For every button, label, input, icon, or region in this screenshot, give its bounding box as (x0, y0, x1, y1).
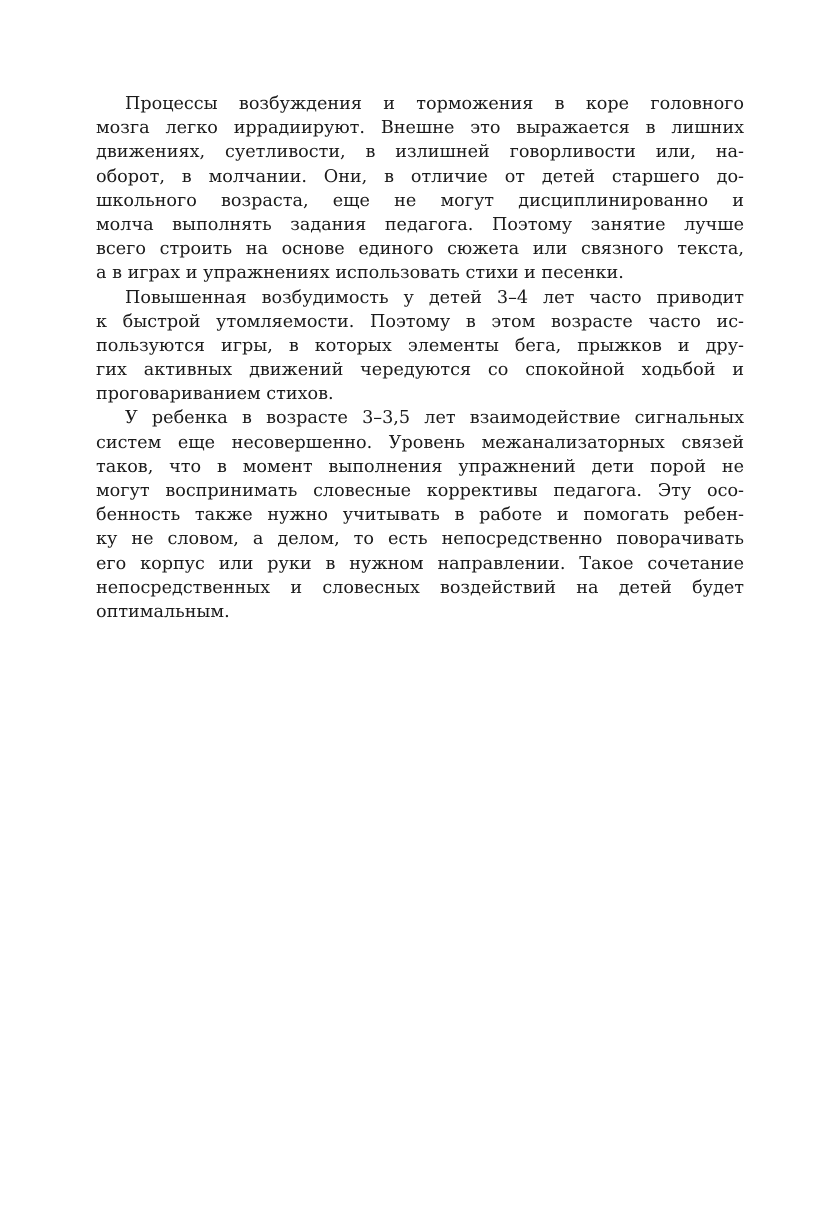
paragraph-3 (96, 406, 744, 624)
text-line: систем еще несовершенно. Уровень межанализаторных связей (96, 432, 744, 453)
text-line: бенность также нужно учитывать в работе и помогать ребен- (96, 505, 744, 526)
text-line: гих активных движений чередуются со спокойной ходьбой и (96, 360, 744, 381)
text-line: Повышенная возбудимость у детей 3–4 лет часто приводит (125, 287, 744, 308)
text-line: пользуются игры, в которых элементы бега, прыжков и дру- (96, 335, 744, 356)
text-line: оптимальным. (96, 601, 230, 622)
text-line: оборот, в молчании. Они, в отличие от детей старшего до- (96, 166, 744, 187)
text-line: таков, что в момент выполнения упражнений дети порой не (96, 456, 744, 477)
text-line: непосредственных и словесных воздействий на детей будет (96, 577, 744, 598)
text-line: его корпус или руки в нужном направлении. Такое сочетание (96, 553, 744, 574)
page-body (96, 92, 744, 624)
text-line: молча выполнять задания педагога. Поэтому занятие лучше (96, 214, 744, 235)
text-line: движениях, суетливости, в излишней говорливости или, на- (96, 142, 744, 163)
text-line: ку не словом, а делом, то есть непосредственно поворачивать (96, 529, 744, 550)
paragraph-2 (96, 286, 744, 407)
text-line: мозга легко иррадиируют. Внешне это выражается в лишних (96, 118, 744, 139)
text-line: школьного возраста, еще не могут дисциплинированно и (96, 190, 744, 211)
text-line: Процессы возбуждения и торможения в коре головного (125, 94, 744, 114)
paragraph-1 (96, 92, 744, 286)
text-line: всего строить на основе единого сюжета или связного текста, (96, 239, 744, 260)
text-line: могут воспринимать словесные коррективы педагога. Эту осо- (96, 481, 744, 501)
text-line: проговариванием стихов. (96, 384, 334, 405)
text-line: У ребенка в возрасте 3–3,5 лет взаимодействие сигнальных (125, 408, 744, 429)
text-line: к быстрой утомляемости. Поэтому в этом возрасте часто ис- (96, 311, 744, 332)
text-line: а в играх и упражнениях использовать стихи и песенки. (96, 263, 624, 284)
